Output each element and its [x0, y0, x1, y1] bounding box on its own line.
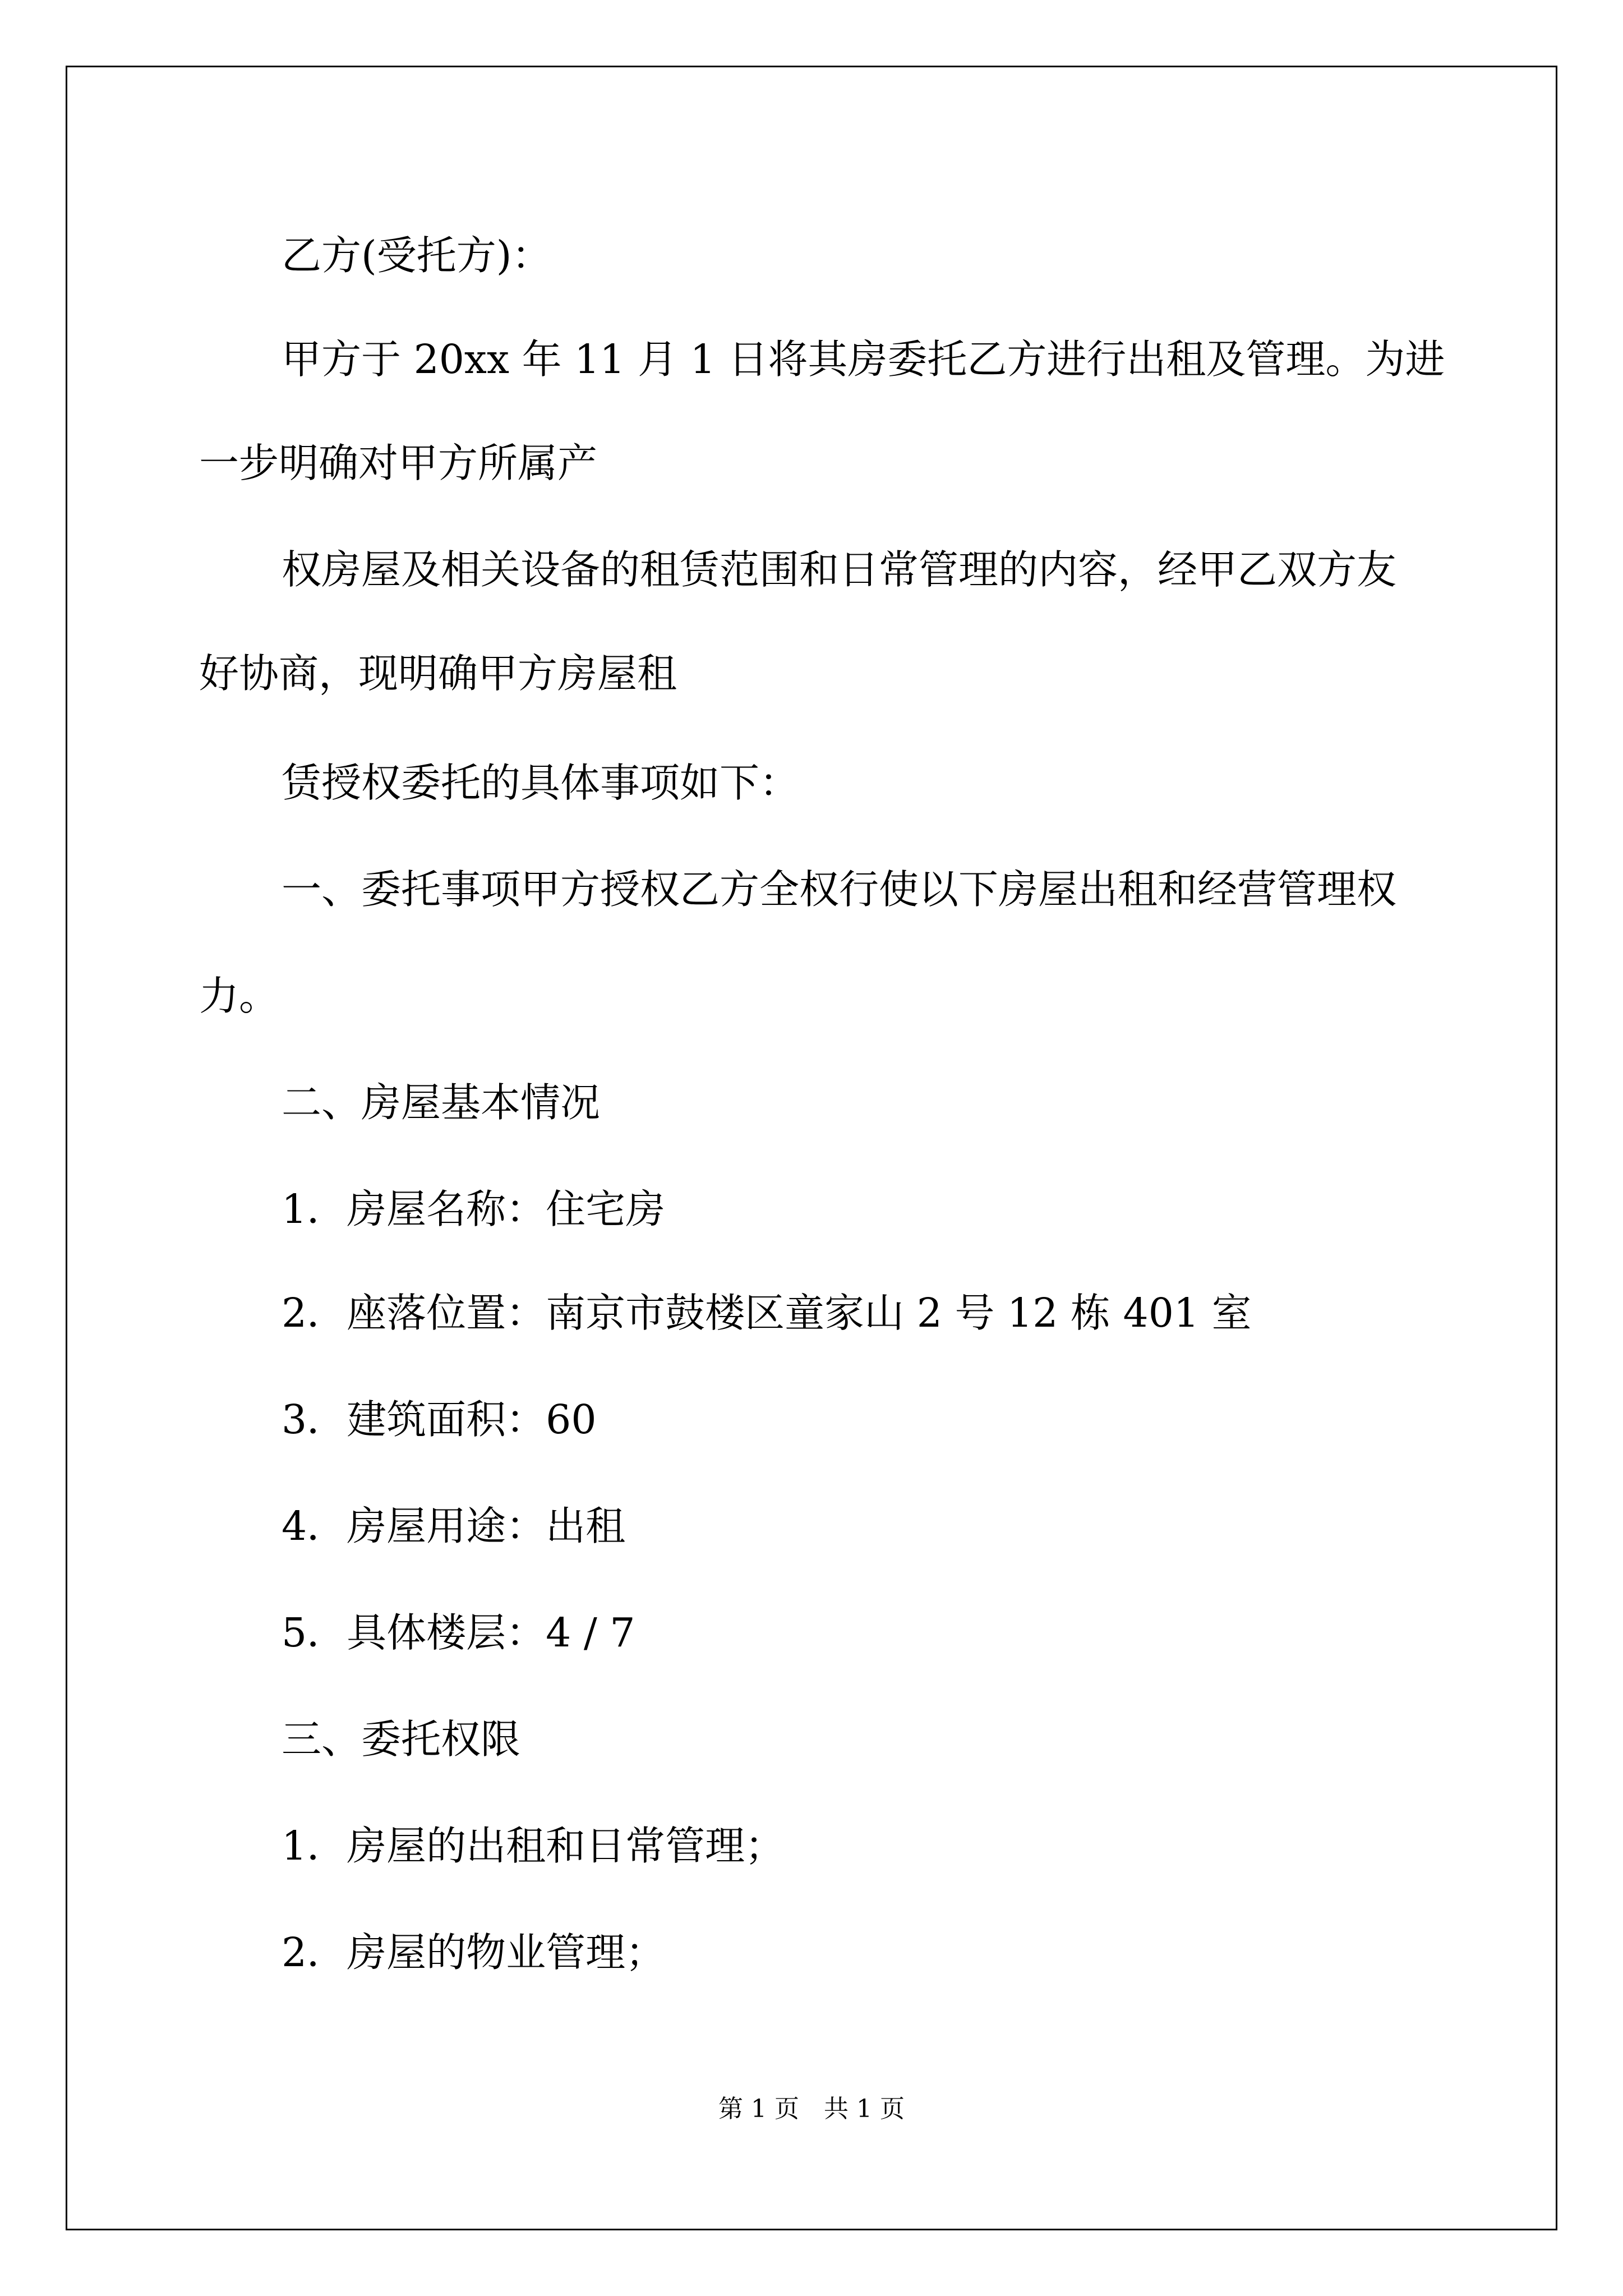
paragraph-line: 甲方于 20xx 年 11 月 1 日将其房委托乙方进行出租及管理。为进	[282, 336, 1445, 383]
section-heading-line: 一、委托事项甲方授权乙方全权行使以下房屋出租和经营管理权	[282, 866, 1397, 913]
paragraph-line: 力。	[199, 973, 279, 1019]
list-item: 5．具体楼层：4 / 7	[282, 1609, 635, 1656]
list-item: 2．座落位置：南京市鼓楼区童家山 2 号 12 栋 401 室	[282, 1290, 1252, 1336]
paragraph-line: 一步明确对甲方所属产	[199, 440, 598, 486]
list-item: 3．建筑面积：60	[282, 1396, 597, 1443]
paragraph-line: 赁授权委托的具体事项如下：	[282, 760, 800, 806]
list-item: 1．房屋名称：住宅房	[282, 1186, 666, 1232]
paragraph-line: 好协商，现明确甲方房屋租	[199, 650, 677, 697]
list-item: 1．房屋的出租和日常管理；	[282, 1823, 785, 1869]
party-b-line: 乙方(受托方)：	[282, 232, 552, 279]
section-heading: 三、委托权限	[282, 1716, 521, 1763]
section-heading: 二、房屋基本情况	[282, 1079, 601, 1126]
list-item: 2．房屋的物业管理；	[282, 1929, 666, 1976]
list-item: 4．房屋用途：出租	[282, 1503, 626, 1549]
paragraph-line: 权房屋及相关设备的租赁范围和日常管理的内容，经甲乙双方友	[282, 546, 1397, 593]
page-border	[66, 66, 1557, 2230]
page-footer: 第 1 页 共 1 页	[718, 2095, 905, 2123]
